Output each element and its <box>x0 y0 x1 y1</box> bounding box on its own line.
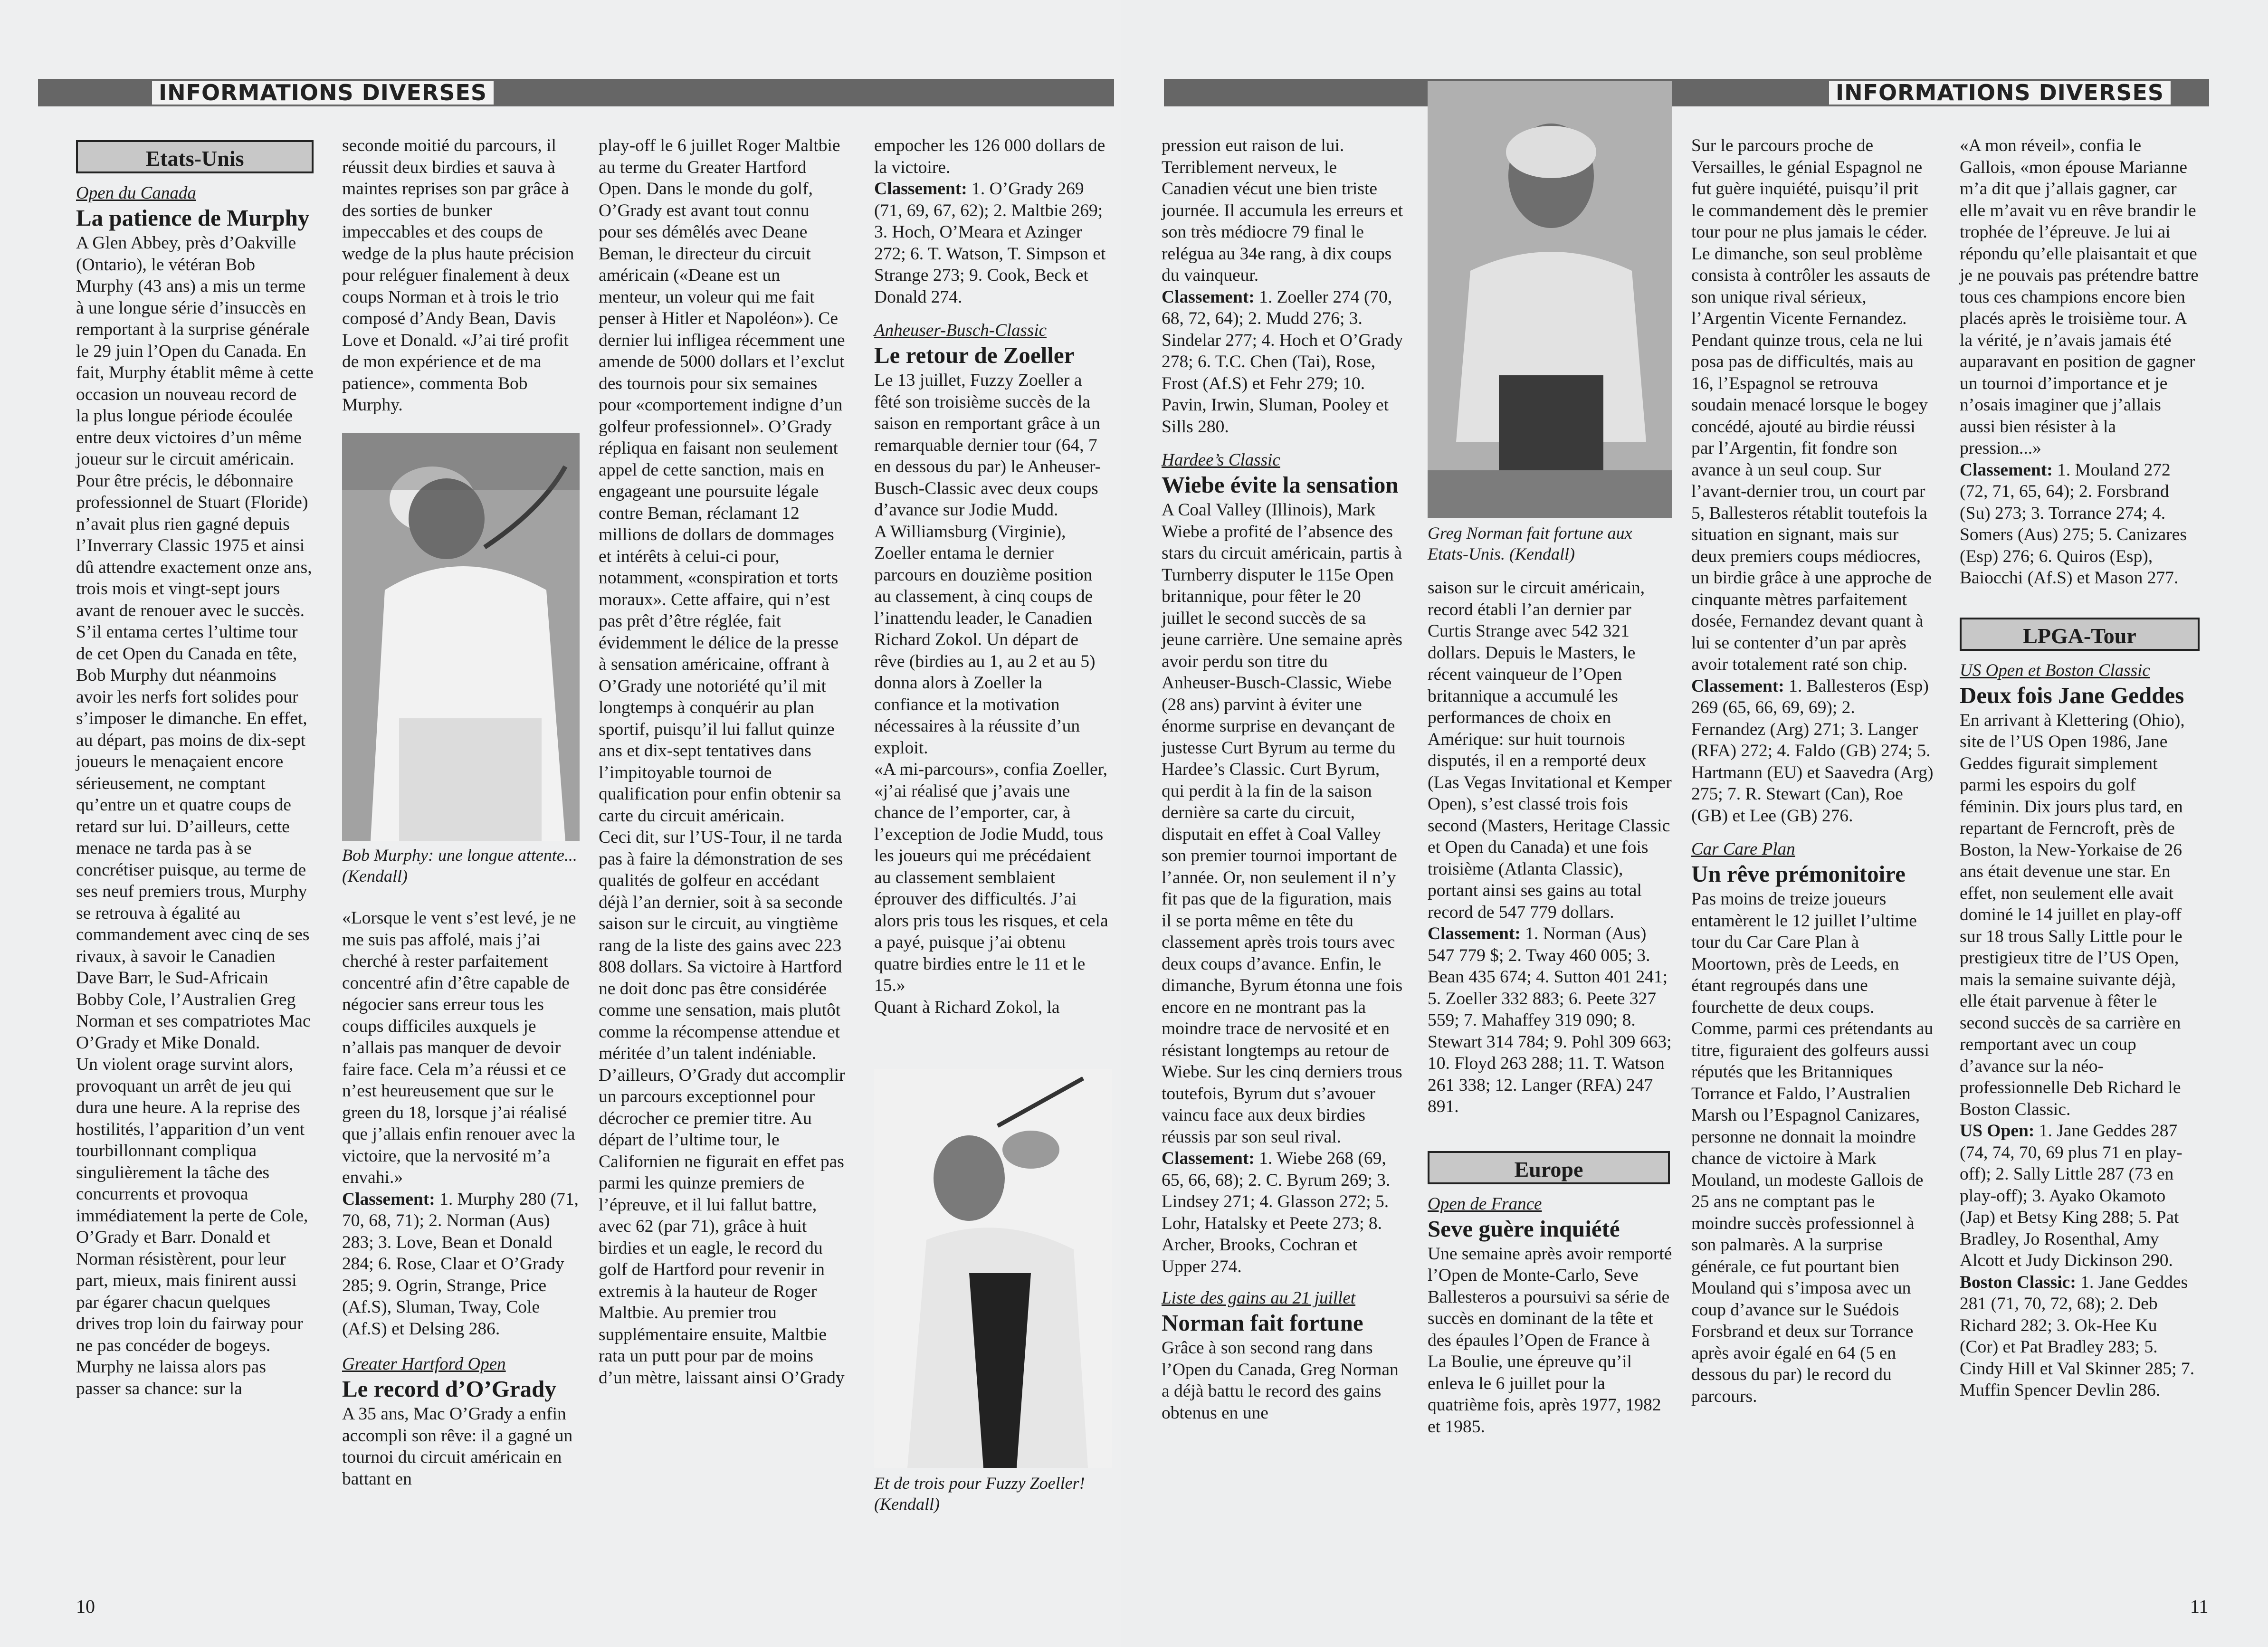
results-text: 1. Jane Geddes 281 (71, 70, 72, 68); 2. Deb Richard 282; 3. Ok-Hee Ku (Cor) et Pat Bradley 283; 5. Cindy Hill et Val Skinner 285; 7. Muffin Spencer Devlin 286. <box>1960 1272 2195 1400</box>
photo-greg-norman <box>1428 81 1672 518</box>
photo-bob-murphy <box>342 433 580 841</box>
article-paragraph: Pas moins de treize joueurs entamèrent le 12 juillet l’ultime tour du Car Care Plan à Moortown, près de Leeds, en étant regroupés dans une fourchette de deux coups. Comme, parmi ces prétendants au titre, figuraient des golfeurs aussi réputés que les Britanniques Torrance et Faldo, l’Australien Marsh ou l’Espagnol Canizares, personne ne donnait la moindre chance de victoire à Mark Mouland, un modeste Gallois de 25 ans ne comptant pas le moindre succès professionnel à son palmarès. A la surprise générale, ce fut pourtant bien Mouland qui s’imposa avec un coup d’avance sur le Suédois Forsbrand et deux sur Torrance après avoir égalé en 64 (5 en dessous du par) le record du parcours. <box>1691 889 1934 1406</box>
results-paragraph <box>1960 1272 2200 1401</box>
article-paragraph: Le 13 juillet, Fuzzy Zoeller a fêté son troisième succès de la saison en remportant grâce à un remarquable dernier tour (64, 7 en dessous du par) le Anheuser-Busch-Classic avec deux coups d’avance sur Jodie Mudd. <box>874 371 1101 520</box>
article-paragraph: Ceci dit, sur l’US-Tour, il ne tarda pas à faire la démonstration de ses qualités de golfeur en accédant déjà l’an dernier, soit à sa seconde saison sur le circuit, au vingtième rang de la liste des gains avec 223 808 dollars. Sa victoire à Hartford ne doit donc pas être considérée comme une sensation, mais plutôt comme la récompense attendue et méritée d’un talent indéniable. D’ailleurs, O’Grady dut accomplir un parcours exceptionnel pour décrocher ce premier titre. Au départ de l’ultime tour, le Californien ne figurait en effet pas parmi les quinze premiers de l’épreuve, et il lui fallut battre, avec 62 (par 71), grâce à huit birdies et un eagle, le record du golf de Hartford pour revenir in extremis à la hauteur de Roger Maltbie. Au premier trou supplémentaire ensuite, Maltbie rata un putt pour par de moins d’un mètre, laissant ainsi O’Grady <box>599 828 845 1388</box>
article-paragraph: «A mi-parcours», confia Zoeller, «j’ai réalisé que j’avais une chance de l’emporter, car, à l’exception de Jodie Mudd, tous les joueurs qui me précédaient au classement semblaient éprouver des difficultés. J’ai alors pris tous les risques, et cela a payé, puisque j’ai obtenu quatre birdies entre le 11 et le 15.» <box>874 760 1108 995</box>
results-text: 1. Zoeller 274 (70, 68, 72, 64); 2. Mudd 276; 3. Sindelar 277; 4. Hoch et O’Grady 278; 6. T.C. Chen (Tai), Rose, Frost (Af.S) et Fehr 279; 10. Pavin, Irwin, Sluman, Pooley et Sills 280. <box>1162 287 1403 437</box>
article-paragraph: Grâce à son second rang dans l’Open du Canada, Greg Norman a déjà battu le record des gains obtenus en une <box>1162 1338 1399 1423</box>
right-col-4 <box>1960 135 2200 1401</box>
left-col-3 <box>599 135 846 1389</box>
rubric-bar-left <box>38 79 1114 106</box>
kicker-anheuser: Anheuser-Busch-Classic <box>874 321 1047 340</box>
section-box-etats-unis: Etats-Unis <box>76 140 314 173</box>
headline-norman: Norman fait fortune <box>1162 1310 1363 1336</box>
headline-zoeller: Le retour de Zoeller <box>874 342 1075 368</box>
results-label: Classement: <box>1428 924 1521 943</box>
results-paragraph <box>342 1189 580 1340</box>
right-page <box>1121 0 2268 1647</box>
article-paragraph: seconde moitié du parcours, il réussit deux birdies et sauva à maintes reprises son par grâce à des sorties de bunker impeccables et des coups de wedge de la plus haute précision pour reléguer finalement à deux coups Norman et à trois le trio composé d’Andy Bean, Davis Love et Donald. «J’ai tiré profit de mon expérience et de ma patience», commenta Bob Murphy. <box>342 136 574 415</box>
results-label: Classement: <box>342 1189 435 1209</box>
results-text: 1. Norman (Aus) 547 779 $; 2. Tway 460 005; 3. Bean 435 674; 4. Sutton 401 241; 5. Zoeller 332 883; 6. Peete 327 559; 7. Mahaffey 319 090; 8. Stewart 314 784; 9. Pohl 309 663; 10. Floyd 263 288; 11. T. Watson 261 338; 12. Langer (RFA) 247 891. <box>1428 924 1672 1116</box>
rubric-bar-right <box>1164 79 2209 106</box>
left-page <box>0 0 1121 1647</box>
kicker-hardees: Hardee’s Classic <box>1162 450 1280 470</box>
rubric-label: INFORMATIONS DIVERSES <box>1829 81 2171 105</box>
headline-wiebe: Wiebe évite la sensation <box>1162 472 1399 498</box>
left-col-4 <box>874 135 1112 1018</box>
results-paragraph <box>1162 1148 1404 1277</box>
golfer-photo-icon <box>874 1069 1112 1468</box>
headline-ogrady: Le record d’O’Grady <box>342 1376 556 1402</box>
left-col-2 <box>342 135 580 416</box>
results-text: 1. Ballesteros (Esp) 269 (65, 66, 69, 69); 2. Fernandez (Arg) 271; 3. Langer (RFA) 272; 4. Faldo (GB) 274; 5. Hartmann (EU) et Saavedra (Arg) 275; 7. R. Stewart (Can), Roe (GB) et Lee (GB) 276. <box>1691 676 1934 826</box>
article-paragraph: pression eut raison de lui. Terriblement nerveux, le Canadien vécut une bien triste journée. Il accumula les erreurs et son très médiocre 79 final le relégua au 34e rang, à dix coups du vainqueur. <box>1162 136 1403 285</box>
left-col-1 <box>76 140 314 1399</box>
results-paragraph <box>1428 923 1672 1118</box>
article-paragraph: A Coal Valley (Illinois), Mark Wiebe a profité de l’absence des stars du circuit américain, partis à Turnberry disputer le 115e Open britannique, pour fêter le 20 juillet le second succès de sa jeune carrière. Une semaine après avoir perdu son titre du Anheuser-Busch-Classic, Wiebe (28 ans) parvint à éviter une énorme surprise en devançant de justesse Curt Byrum au terme du Hardee’s Classic. Curt Byrum, qui perdit à la fin de la saison dernière sa carte du circuit, disputait en effet à Coal Valley son premier tournoi important de l’année. Or, non seulement il n’y fit pas que de la figuration, mais il se porta même en tête du classement après trois tours avec deux coups d’avance. Enfin, le dimanche, Byrum étonna une fois encore en ne montrant pas la moindre trace de nervosité et en résistant longtemps au retour de Wiebe. Sur les cinq derniers trous toutefois, Byrum dut s’avouer vaincu face aux deux birdies réussis par son seul rival. <box>1162 500 1403 1147</box>
section-box-lpga: LPGA-Tour <box>1960 618 2200 651</box>
left-col-2-lower <box>342 907 580 1490</box>
headline-murphy: La patience de Murphy <box>76 205 310 231</box>
kicker-car-care: Car Care Plan <box>1691 839 1795 859</box>
right-col-3 <box>1691 135 1934 1407</box>
results-label: Boston Classic: <box>1960 1272 2076 1292</box>
golfer-photo-icon <box>342 433 580 841</box>
results-paragraph <box>1960 1120 2200 1272</box>
results-text: 1. Mouland 272 (72, 71, 65, 64); 2. Forsbrand (Su) 273; 3. Torrance 274; 4. Somers (Aus) 275; 5. Canizares (Esp) 276; 6. Quiros (Esp), Baiocchi (Af.S) et Mason 277. <box>1960 460 2187 588</box>
results-text: 1. Murphy 280 (71, 70, 68, 71); 2. Norman (Aus) 283; 3. Love, Bean et Donald 284; 6. Rose, Claar et O’Grady 285; 9. Ogrin, Strange, Price (Af.S), Sluman, Tway, Cole (Af.S) et Delsing 286. <box>342 1189 579 1339</box>
results-label: Classement: <box>1691 676 1784 696</box>
article-paragraph: empocher les 126 000 dollars de la victoire. <box>874 136 1105 177</box>
results-label: Classement: <box>1162 1149 1255 1168</box>
rubric-label: INFORMATIONS DIVERSES <box>152 81 494 105</box>
kicker-gains: Liste des gains au 21 juillet <box>1162 1288 1356 1308</box>
golfer-photo-icon <box>1428 81 1672 518</box>
article-paragraph: saison sur le circuit américain, record établi l’an dernier par Curtis Strange avec 542 321 dollars. Depuis le Masters, le récent vainqueur de l’Open britannique a accumulé les performances de choix en Amérique: sur huit tournois disputés, il en a remporté deux (Las Vegas Invitational et Kemper Open), s’est classé trois fois second (Masters, Heritage Classic et Open du Canada) et une fois troisième (Atlanta Classic), portant ainsi ses gains au total record de 547 779 dollars. <box>1428 578 1672 922</box>
results-text: 1. Wiebe 268 (69, 65, 66, 68); 2. C. Byrum 269; 3. Lindsey 271; 4. Glasson 272; 5. Lohr, Hatalsky et Peete 273; 8. Archer, Brooks, Cochran et Upper 274. <box>1162 1149 1391 1276</box>
page-number-left: 10 <box>76 1596 95 1617</box>
kicker-open-canada: Open du Canada <box>76 183 196 203</box>
article-paragraph: Un violent orage survint alors, provoquant un arrêt de jeu qui dura une heure. A la reprise des hostilités, l’apparition d’un vent tourbillonnant compliqua singulièrement la tâche des concurrents et provoqua immédiatement la perte de Cole, O’Grady et Barr. Donald et Norman résistèrent, pour leur part, mieux, mais finirent aussi par égarer chacun quelques drives trop loin du fairway pour ne pas concéder de bogeys. Murphy ne laissa alors pas passer sa chance: sur la <box>76 1055 308 1399</box>
article-paragraph: Quant à Richard Zokol, la <box>874 997 1060 1017</box>
results-text: 1. O’Grady 269 (71, 69, 67, 62); 2. Maltbie 269; 3. Hoch, O’Meara et Azinger 272; 6. T. Watson, T. Simpson et Strange 273; 9. Cook, Beck et Donald 274. <box>874 179 1106 307</box>
results-label: Classement: <box>1162 287 1255 307</box>
quote-paragraph: «A mon réveil», confia le Gallois, «mon épouse Marianne m’a dit que j’allais gagner, car elle m’avait vu en rêve brandir le trophée de l’épreuve. Je lui ai répondu qu’elle plaisantait et que je ne pouvais pas prétendre battre tous ces champions encore bien placés après le troisième tour. A la vérité, je n’avais jamais été auparavant en position de gagner un tournoi d’importance et je n’osais imaginer que j’allais aussi bien résister à la pression...» <box>1960 136 2199 458</box>
kicker-hartford: Greater Hartford Open <box>342 1354 506 1374</box>
article-paragraph: play-off le 6 juillet Roger Maltbie au terme du Greater Hartford Open. Dans le monde du golf, O’Grady est avant tout connu pour ses démêlés avec Deane Beman, le directeur du circuit américain («Deane est un menteur, un voleur qui me fait penser à Hitler et Napoléon»). Ce dernier lui infligea récemment une amende de 5000 dollars et l’exclut des tournois pour six semaines pour «comportement indigne d’un golfeur professionnel». O’Grady répliqua en faisant non seulement appel de cette sanction, mais en engageant une poursuite légale contre Beman, réclamant 12 millions de dollars de dommages et intérêts à celui-ci pour, notamment, «conspiration et torts moraux». Cette affaire, qui n’est pas prêt d’être réglée, fait évidemment le délice de la presse à sensation américaine, offrant à O’Grady une notoriété qu’il mit longtemps à conquérir au plan sportif, puisqu’il lui fallut quinze ans et dix-sept tentatives dans l’impitoyable tournoi de qualification pour enfin obtenir sa carte du circuit américain. <box>599 136 845 826</box>
section-box-europe: Europe <box>1428 1151 1670 1184</box>
article-paragraph: En arrivant à Klettering (Ohio), site de l’US Open 1986, Jane Geddes figurait simplement parmi les espoirs du golf féminin. Dix jours plus tard, en repartant de Ferncroft, près de Boston, la New-Yorkaise de 26 ans était devenue une star. En effet, non seulement elle avait dominé le 14 juillet en play-off sur 18 trous Sally Little pour le prestigieux titre de l’US Open, mais la semaine suivante déjà, elle était parvenue à fêter le second succès de sa carrière en remportant avec un coup d’avance sur la néo-professionnelle Deb Richard le Boston Classic. <box>1960 710 2185 1119</box>
article-paragraph: A 35 ans, Mac O’Grady a enfin accompli son rêve: il a gagné un tournoi du circuit américain en battant en <box>342 1404 573 1489</box>
photo-fuzzy-zoeller <box>874 1069 1112 1468</box>
results-label: US Open: <box>1960 1121 2035 1141</box>
results-paragraph <box>1162 286 1404 438</box>
photo-caption-murphy: Bob Murphy: une longue attente... (Kendall) <box>342 846 577 885</box>
results-paragraph <box>874 178 1112 308</box>
results-label: Classement: <box>1960 460 2053 480</box>
kicker-us-open: US Open et Boston Classic <box>1960 660 2150 680</box>
headline-geddes: Deux fois Jane Geddes <box>1960 682 2184 708</box>
article-paragraph: S’il entama certes l’ultime tour de cet Open du Canada en tête, Bob Murphy dut néanmoins avoir les nerfs fort solides pour s’imposer le dimanche. En effet, au départ, pas moins de dix-sept joueurs le menaçaient encore sérieusement, ne comptant qu’entre un et quatre coups de retard sur lui. D’ailleurs, cette menace ne tarda pas à se concrétiser puisque, au terme de ses neuf premiers trous, Murphy se retrouva à égalité au commandement avec cinq de ses rivaux, à savoir le Canadien Dave Barr, le Sud-Africain Bobby Cole, l’Australien Greg Norman et ses compatriotes Mac O’Grady et Mike Donald. <box>76 622 311 1053</box>
right-col-1 <box>1162 135 1404 1424</box>
page-number-right: 11 <box>2190 1596 2209 1617</box>
headline-reve: Un rêve prémonitoire <box>1691 861 1906 887</box>
article-paragraph: Sur le parcours proche de Versailles, le génial Espagnol ne fut guère inquiété, puisqu’il prit le commandement dès le premier tour pour ne plus jamais le céder. Le dimanche, son seul problème consista à contrôler les assauts de son unique rival sérieux, l’Argentin Vicente Fernandez. Pendant quinze trous, cela ne lui posa pas de difficultés, mais au 16, l’Espagnol se retrouva soudain menacé lorsque le bogey concédé, ajouté au birdie réussi par l’Argentin, fit fondre son avance à un seul coup. Sur l’avant-dernier trou, un court par 5, Ballesteros rétablit toutefois la situation en signant, mais sur deux premiers coups médiocres, un birdie grâce à une approche de cinquante mètres parfaitement dosée, Fernandez devant quant à lui se contenter d’un par après avoir totalement raté son chip. <box>1691 136 1932 674</box>
photo-caption-norman: Greg Norman fait fortune aux Etats-Unis. (Kendall) <box>1428 524 1632 563</box>
results-text: 1. Jane Geddes 287 (74, 74, 70, 69 plus 71 en play-off); 2. Sally Little 287 (73 en play-off); 3. Ayako Okamoto (Jap) et Betsy King 288; 5. Pat Bradley, Jo Rosenthal, Amy Alcott et Judy Dickinson 290. <box>1960 1121 2182 1270</box>
kicker-open-france: Open de France <box>1428 1194 1542 1214</box>
article-paragraph: A Williamsburg (Virginie), Zoeller entama le dernier parcours en douzième position au classement, à cinq coups de l’inattendu leader, le Canadien Richard Zokol. Un départ de rêve (birdies au 1, au 2 et au 5) donna alors à Zoeller la confiance et la motivation nécessaires à la réussite d’un exploit. <box>874 522 1096 758</box>
photo-caption-zoeller: Et de trois pour Fuzzy Zoeller! (Kendall) <box>874 1474 1085 1514</box>
right-col-2 <box>1428 577 1672 1438</box>
headline-seve: Seve guère inquiété <box>1428 1215 1620 1242</box>
results-paragraph <box>1691 676 1934 827</box>
quote-paragraph: «Lorsque le vent s’est levé, je ne me suis pas affolé, mais j’ai cherché à rester parfaitement concentré afin d’être capable de négocier sans erreur tous les coups difficiles auxquels je n’allais pas manquer de devoir faire face. Cela m’a réussi et ce n’est heureusement que sur le green du 18, lorsque j’ai réalisé que j’allais enfin renouer avec la victoire, que la nervosité m’a envahi.» <box>342 908 576 1187</box>
results-paragraph <box>1960 459 2200 589</box>
article-paragraph: Une semaine après avoir remporté l’Open de Monte-Carlo, Seve Ballesteros a poursuivi sa série de succès en dominant de la tête et des épaules l’Open de France à La Boulie, une épreuve qu’il enleva le 6 juillet pour la quatrième fois, après 1977, 1982 et 1985. <box>1428 1244 1672 1437</box>
article-paragraph: A Glen Abbey, près d’Oakville (Ontario), le vétéran Bob Murphy (43 ans) a mis un terme à une longue série d’insuccès en remportant à la surprise générale le 29 juin l’Open du Canada. En fait, Murphy établit même à cette occasion un nouveau record de la plus longue période écoulée entre deux victoires d’un même joueur sur le circuit américain. Pour être précis, le débonnaire professionnel de Stuart (Floride) n’avait plus rien gagné depuis l’Inverrary Classic 1975 et ainsi dû attendre exactement onze ans, trois mois et vingt-sept jours avant de renouer avec le succès. <box>76 233 314 620</box>
results-label: Classement: <box>874 179 967 199</box>
